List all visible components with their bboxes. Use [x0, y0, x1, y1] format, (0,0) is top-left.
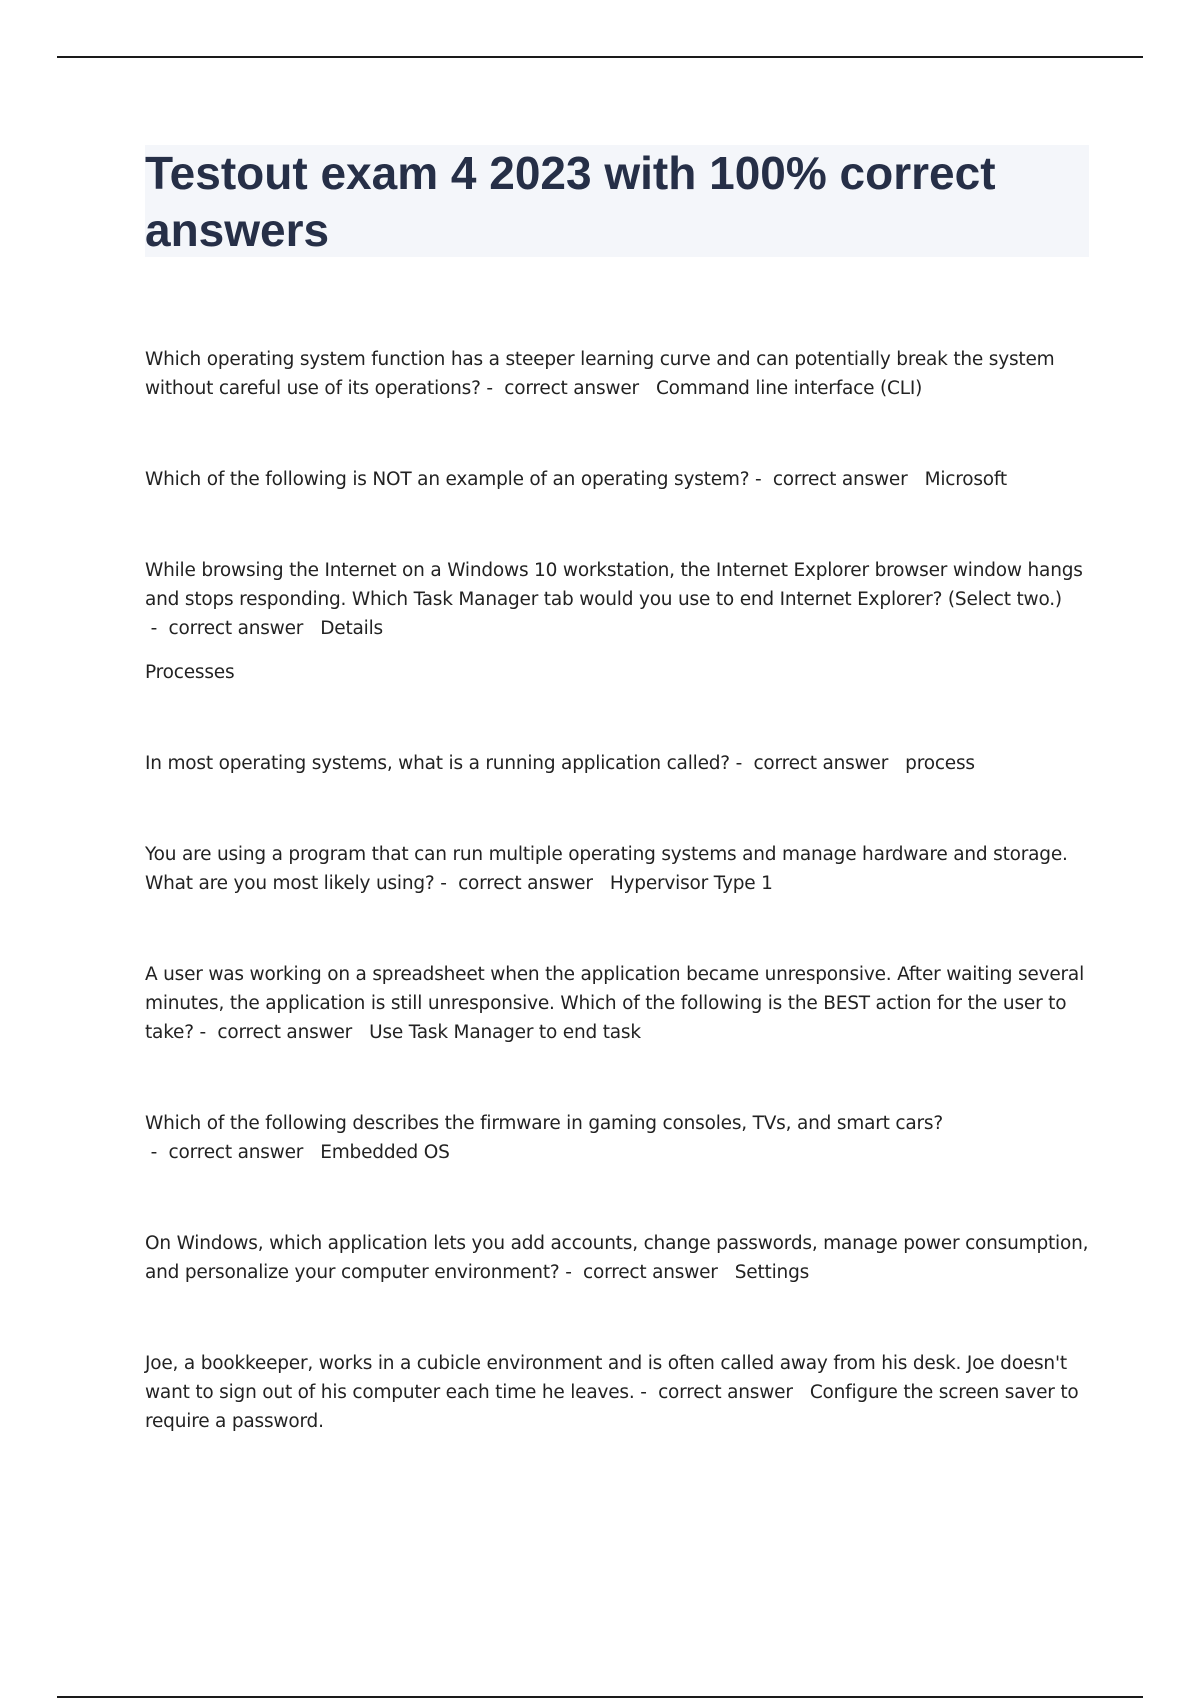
answer-separator: - correct answer [749, 469, 925, 490]
answer-text: Settings [734, 1262, 810, 1283]
qa-item [145, 840, 1100, 898]
question-text: You are using a program that can run multiple operating systems and manage hardware and storage. What are you most likely using? [145, 844, 1068, 894]
qa-item [145, 749, 1100, 778]
answer-separator: - correct answer [480, 378, 656, 399]
answer-separator: - correct answer [145, 618, 321, 639]
qa-item [145, 345, 1100, 403]
question-text: Joe, a bookkeeper, works in a cubicle environment and is often called away from his desk. Joe doesn't want to sign out of his computer each time he leaves. [145, 1353, 1067, 1403]
qa-item [145, 1229, 1100, 1287]
bottom-rule [57, 1696, 1143, 1698]
qa-item [145, 465, 1100, 494]
question-text: Which of the following is NOT an example of an operating system? [145, 469, 750, 490]
answer-separator: - correct answer [434, 873, 610, 894]
answer-extra-text: Processes [145, 662, 235, 683]
answer-text: Configure the screen saver to require a password. [145, 1382, 1079, 1432]
question-text: While browsing the Internet on a Windows 10 workstation, the Internet Explorer browser window hangs and stops responding. Which Task Manager tab would you use to end Internet Explorer? (Select two.) [145, 560, 1083, 610]
answer-separator: - correct answer [559, 1262, 735, 1283]
qa-item [145, 1109, 1100, 1167]
answer-text: Command line interface (CLI) [655, 378, 923, 399]
answer-text: Details [320, 618, 383, 639]
answer-text: Hypervisor Type 1 [609, 873, 773, 894]
answer-text: Embedded OS [320, 1142, 450, 1163]
qa-item [145, 1349, 1100, 1436]
question-text: A user was working on a spreadsheet when the application became unresponsive. After waiting several minutes, the application is still unresponsive. Which of the following is the BEST action for the user to take? [145, 964, 1085, 1043]
question-text: Which of the following describes the firmware in gaming consoles, TVs, and smart cars? [145, 1113, 943, 1134]
qa-item [145, 556, 1100, 687]
question-text: Which operating system function has a steeper learning curve and can potentially break the system without careful use of its operations? [145, 349, 1055, 399]
answer-separator: - correct answer [193, 1022, 370, 1043]
answer-separator: - correct answer [729, 753, 906, 774]
qa-list [145, 345, 1100, 1498]
qa-item [145, 960, 1100, 1047]
answer-text: process [905, 753, 975, 774]
answer-text: Use Task Manager to end task [369, 1022, 641, 1043]
answer-separator: - correct answer [634, 1382, 810, 1403]
question-text: In most operating systems, what is a running application called? [145, 753, 730, 774]
answer-separator: - correct answer [145, 1142, 321, 1163]
question-text: On Windows, which application lets you add accounts, change passwords, manage power consumption, and personalize your computer environment? [145, 1233, 1089, 1283]
top-rule [57, 56, 1143, 58]
document-title: Testout exam 4 2023 with 100% correct answers [145, 147, 996, 256]
answer-text: Microsoft [924, 469, 1007, 490]
title-banner [145, 145, 1089, 257]
